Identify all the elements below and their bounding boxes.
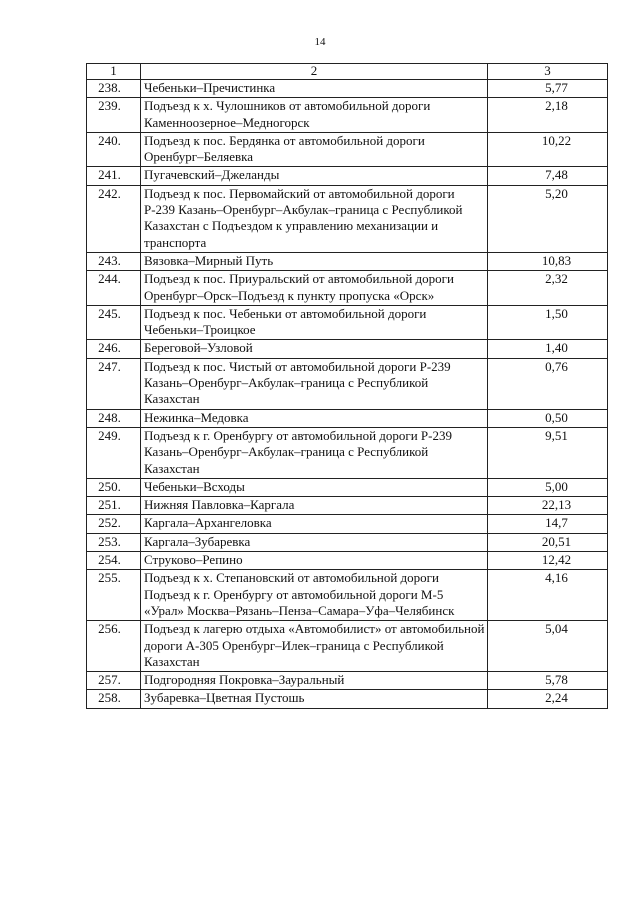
road-name-cell: Подъезд к г. Оренбургу от автомобильной дороги Р-239 Казань–Оренбург–Акбулак–граница с Республикой Казахстан xyxy=(141,427,488,478)
road-name-cell: Подъезд к х. Степановский от автомобильной дороги Подъезд к г. Оренбургу от автомобильной дороги М-5 «Урал» Москва–Рязань–Пенза–Самара–Уфа–Челябинск xyxy=(141,570,488,621)
road-length-cell: 5,04 xyxy=(488,621,608,672)
row-number-cell: 238. xyxy=(87,80,141,98)
road-length-cell: 7,48 xyxy=(488,167,608,185)
row-number-cell: 241. xyxy=(87,167,141,185)
table-row xyxy=(87,690,608,708)
column-header-length: 3 xyxy=(488,64,608,80)
table-row xyxy=(87,427,608,478)
table-row xyxy=(87,358,608,409)
road-name-cell: Береговой–Узловой xyxy=(141,340,488,358)
row-number-cell: 256. xyxy=(87,621,141,672)
road-name-cell: Подъезд к пос. Бердянка от автомобильной дороги Оренбург–Беляевка xyxy=(141,132,488,167)
road-length-cell: 20,51 xyxy=(488,533,608,551)
road-name-cell: Каргала–Архангеловка xyxy=(141,515,488,533)
road-length-cell: 2,18 xyxy=(488,98,608,133)
row-number-cell: 257. xyxy=(87,672,141,690)
road-length-cell: 5,77 xyxy=(488,80,608,98)
row-number-cell: 253. xyxy=(87,533,141,551)
road-length-cell: 5,00 xyxy=(488,478,608,496)
column-header-number: 1 xyxy=(87,64,141,80)
road-length-cell: 9,51 xyxy=(488,427,608,478)
column-header-name: 2 xyxy=(141,64,488,80)
road-name-cell: Чебеньки–Пречистинка xyxy=(141,80,488,98)
table-row xyxy=(87,570,608,621)
table-row xyxy=(87,552,608,570)
row-number-cell: 252. xyxy=(87,515,141,533)
road-name-cell: Пугачевский–Джеланды xyxy=(141,167,488,185)
road-name-cell: Чебеньки–Всходы xyxy=(141,478,488,496)
road-length-cell: 10,83 xyxy=(488,252,608,270)
road-length-cell: 4,16 xyxy=(488,570,608,621)
road-length-cell: 14,7 xyxy=(488,515,608,533)
road-name-cell: Нижняя Павловка–Каргала xyxy=(141,497,488,515)
row-number-cell: 240. xyxy=(87,132,141,167)
road-length-cell: 5,78 xyxy=(488,672,608,690)
road-length-cell: 5,20 xyxy=(488,185,608,252)
road-name-cell: Подъезд к пос. Приуральский от автомобильной дороги Оренбург–Орск–Подъезд к пункту пропуска «Орск» xyxy=(141,271,488,306)
road-name-cell: Подъезд к пос. Первомайский от автомобильной дороги Р-239 Казань–Оренбург–Акбулак–граница с Республикой Казахстан с Подъездом к управлению механизации и транспорта xyxy=(141,185,488,252)
road-name-cell: Струково–Репино xyxy=(141,552,488,570)
road-name-cell: Подъезд к х. Чулошников от автомобильной дороги Каменноозерное–Медногорск xyxy=(141,98,488,133)
row-number-cell: 242. xyxy=(87,185,141,252)
road-length-cell: 12,42 xyxy=(488,552,608,570)
row-number-cell: 244. xyxy=(87,271,141,306)
road-name-cell: Подъезд к пос. Чебеньки от автомобильной дороги Чебеньки–Троицкое xyxy=(141,305,488,340)
table-row xyxy=(87,672,608,690)
road-name-cell: Нежинка–Медовка xyxy=(141,409,488,427)
table-row xyxy=(87,98,608,133)
road-length-cell: 1,40 xyxy=(488,340,608,358)
road-length-cell: 0,50 xyxy=(488,409,608,427)
row-number-cell: 243. xyxy=(87,252,141,270)
row-number-cell: 254. xyxy=(87,552,141,570)
roads-table xyxy=(86,63,608,709)
row-number-cell: 251. xyxy=(87,497,141,515)
road-length-cell: 22,13 xyxy=(488,497,608,515)
row-number-cell: 239. xyxy=(87,98,141,133)
row-number-cell: 249. xyxy=(87,427,141,478)
row-number-cell: 250. xyxy=(87,478,141,496)
table-row xyxy=(87,132,608,167)
table-row xyxy=(87,305,608,340)
road-name-cell: Каргала–Зубаревка xyxy=(141,533,488,551)
row-number-cell: 255. xyxy=(87,570,141,621)
road-name-cell: Подгородняя Покровка–Зауральный xyxy=(141,672,488,690)
row-number-cell: 245. xyxy=(87,305,141,340)
page-number: 14 xyxy=(314,36,326,48)
road-length-cell: 1,50 xyxy=(488,305,608,340)
table-row xyxy=(87,497,608,515)
row-number-cell: 258. xyxy=(87,690,141,708)
road-length-cell: 2,24 xyxy=(488,690,608,708)
road-name-cell: Вязовка–Мирный Путь xyxy=(141,252,488,270)
table-body xyxy=(87,80,608,709)
table-row xyxy=(87,515,608,533)
row-number-cell: 248. xyxy=(87,409,141,427)
row-number-cell: 246. xyxy=(87,340,141,358)
table-row xyxy=(87,340,608,358)
table-row xyxy=(87,185,608,252)
table-row xyxy=(87,80,608,98)
table-row xyxy=(87,271,608,306)
road-name-cell: Зубаревка–Цветная Пустошь xyxy=(141,690,488,708)
road-length-cell: 0,76 xyxy=(488,358,608,409)
table-row xyxy=(87,478,608,496)
table-row xyxy=(87,621,608,672)
road-length-cell: 10,22 xyxy=(488,132,608,167)
table-row xyxy=(87,409,608,427)
road-length-cell: 2,32 xyxy=(488,271,608,306)
table-row xyxy=(87,533,608,551)
road-name-cell: Подъезд к пос. Чистый от автомобильной дороги Р-239 Казань–Оренбург–Акбулак–граница с Республикой Казахстан xyxy=(141,358,488,409)
table-row xyxy=(87,252,608,270)
table-row xyxy=(87,167,608,185)
road-name-cell: Подъезд к лагерю отдыха «Автомобилист» от автомобильной дороги А-305 Оренбург–Илек–граница с Республикой Казахстан xyxy=(141,621,488,672)
row-number-cell: 247. xyxy=(87,358,141,409)
table-header-row xyxy=(87,64,608,80)
